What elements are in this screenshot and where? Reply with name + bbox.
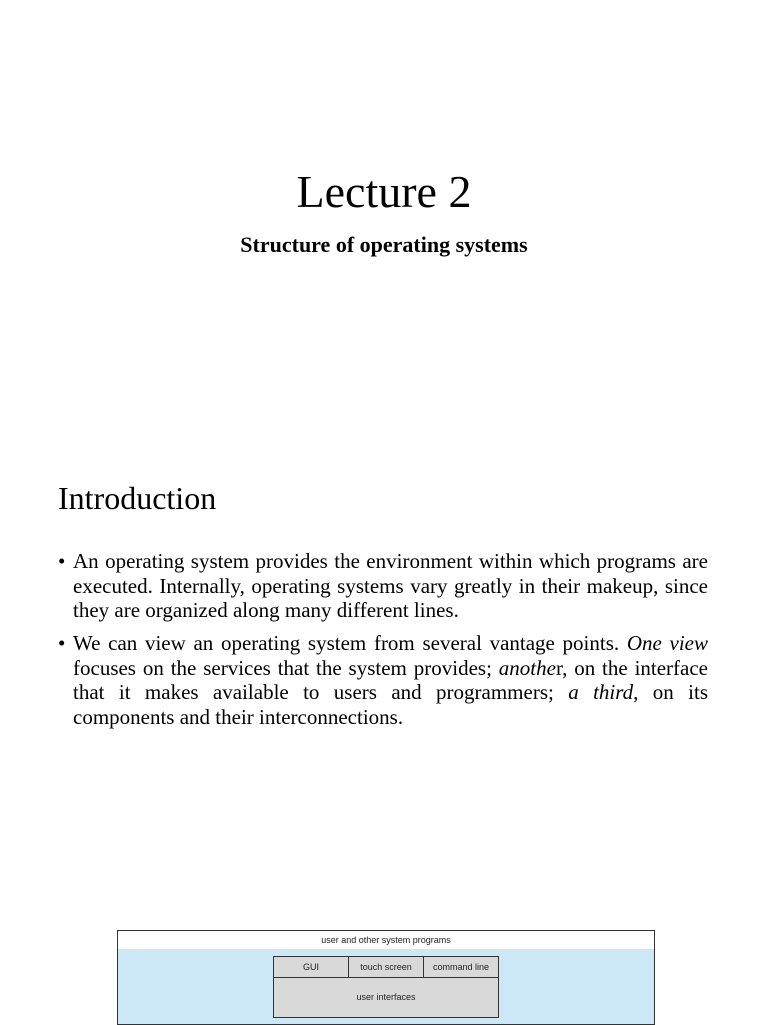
text-segment: r, on the interface that it makes available to users and programmers; (73, 655, 709, 704)
section-heading: Introduction (58, 480, 217, 516)
user-interfaces-label: user interfaces (356, 992, 416, 1002)
bullet-text: An operating system provides the environment within which programs are executed. Internally, operating systems vary greatly in their makeup, since they are organized along many different lines. (73, 549, 708, 622)
lecture-subtitle: Structure of operating systems (240, 232, 528, 257)
text-segment: , on its components and their interconnections. (73, 680, 708, 729)
diagram-top-layer: user and other system programs (117, 930, 655, 950)
os-structure-diagram (117, 930, 655, 1024)
text-segment: focuses on the services that the system provides; (73, 655, 499, 680)
italic-segment: anothe (498, 655, 556, 680)
command-line-cell: command line (424, 957, 498, 978)
gui-cell: GUI (274, 957, 349, 978)
text-segment: We can view an operating system from several vantage points. (73, 631, 627, 655)
italic-segment: One view (626, 631, 708, 655)
bullet-item-2 (58, 631, 708, 729)
bullet-mark: • (58, 549, 66, 573)
lecture-title: Lecture 2 (296, 166, 472, 217)
touch-screen-cell: touch screen (349, 957, 424, 978)
diagram-body (117, 949, 655, 1025)
bullet-item-1 (58, 549, 708, 623)
bullet-mark: • (58, 631, 66, 655)
italic-segment: a third (568, 680, 634, 704)
user-interfaces-box (273, 956, 499, 1018)
bullet-text (73, 631, 708, 729)
